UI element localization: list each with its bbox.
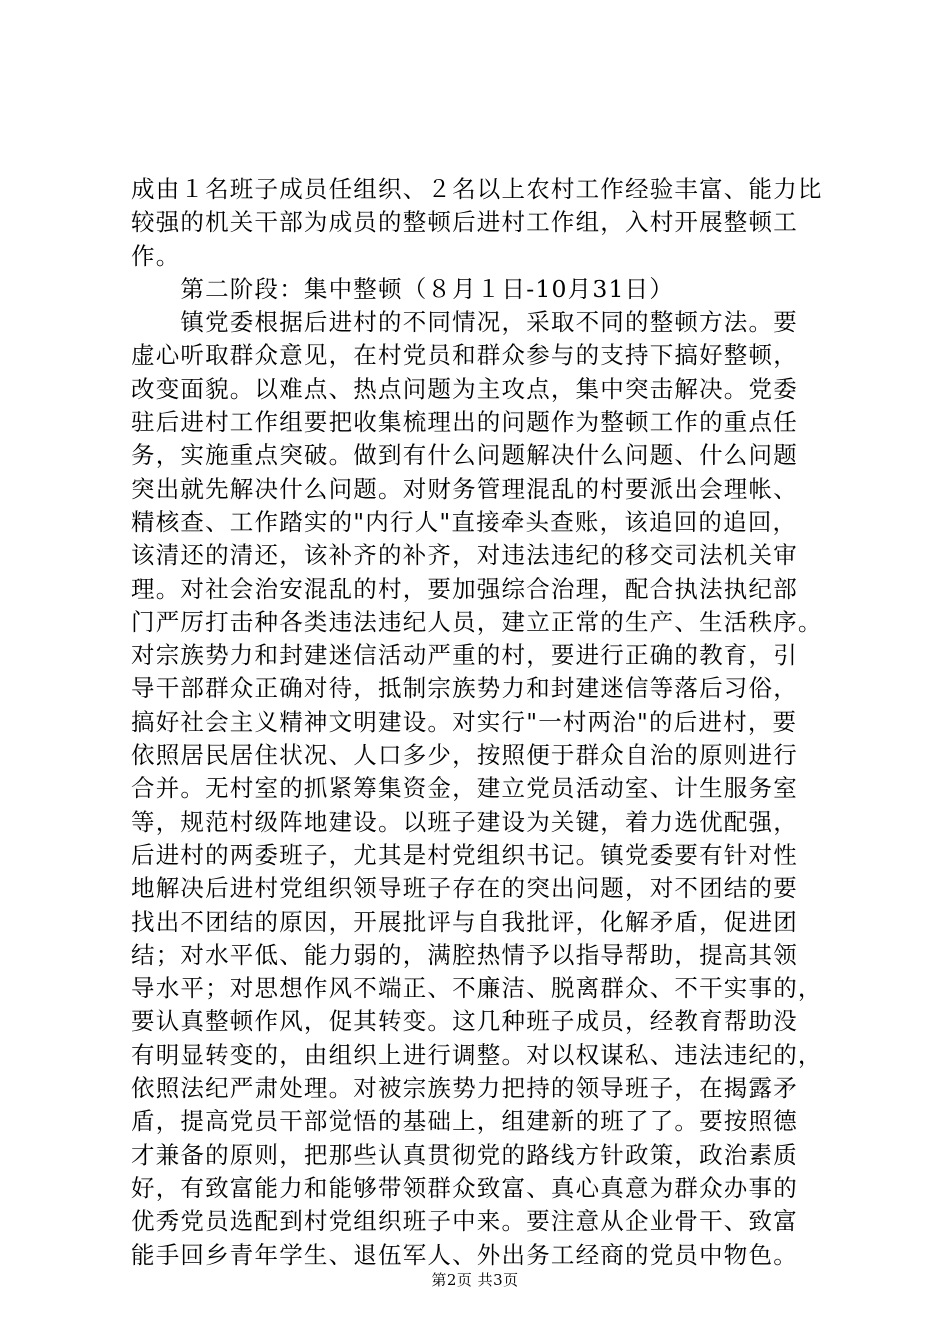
text-line: 合并。无村室的抓紧筹集资金，建立党员活动室、计生服务室 xyxy=(131,774,798,803)
text-line: 较强的机关干部为成员的整顿后进村工作组，入村开展整顿工 xyxy=(131,208,798,237)
text-line: 对宗族势力和封建迷信活动严重的村，要进行正确的教育，引 xyxy=(131,641,798,670)
body-text xyxy=(131,173,835,1272)
text-line: 务，实施重点突破。做到有什么问题解决什么问题、什么问题 xyxy=(131,441,798,470)
text-line: 才兼备的原则，把那些认真贯彻党的路线方针政策，政治素质 xyxy=(131,1140,798,1169)
text-line: 成由１名班子成员任组织、２名以上农村工作经验丰富、能力比 xyxy=(131,175,823,203)
text-line: 门严厉打击种各类违法违纪人员，建立正常的生产、生活秩序。 xyxy=(131,607,823,636)
text-line: 有明显转变的，由组织上进行调整。对以权谋私、违法违纪的， xyxy=(131,1040,823,1069)
text-line: 精核查、工作踏实的"内行人"直接牵头查账，该追回的追回， xyxy=(131,507,798,536)
text-line: 后进村的两委班子，尤其是村党组织书记。镇党委要有针对性 xyxy=(131,840,798,869)
text-line: 依照法纪严肃处理。对被宗族势力把持的领导班子，在揭露矛 xyxy=(131,1074,798,1103)
text-line: 作。 xyxy=(131,241,181,270)
section-heading: 第二阶段：集中整顿（８月１日-10月31日） xyxy=(131,274,675,303)
text-line: 盾，提高党员干部觉悟的基础上，组建新的班了了。要按照德 xyxy=(131,1107,798,1136)
text-line: 等，规范村级阵地建设。以班子建设为关键，着力选优配强， xyxy=(131,807,798,836)
text-line: 依照居民居住状况、人口多少，按照便于群众自治的原则进行 xyxy=(131,741,798,770)
text-line: 要认真整顿作风，促其转变。这几种班子成员，经教育帮助没 xyxy=(131,1007,798,1036)
text-line: 导水平；对思想作风不端正、不廉洁、脱离群众、不干实事的， xyxy=(131,974,823,1003)
page-number-footer: 第2页 共3页 xyxy=(431,1271,519,1289)
text-line: 能手回乡青年学生、退伍军人、外出务工经商的党员中物色。 xyxy=(131,1240,798,1269)
text-line: 好，有致富能力和能够带领群众致富、真心真意为群众办事的 xyxy=(131,1173,798,1202)
text-line: 优秀党员选配到村党组织班子中来。要注意从企业骨干、致富 xyxy=(131,1207,798,1236)
text-line: 找出不团结的原因，开展批评与自我批评，化解矛盾，促进团 xyxy=(131,907,798,936)
text-line: 突出就先解决什么问题。对财务管理混乱的村要派出会理帐、 xyxy=(131,474,798,503)
text-line: 虚心听取群众意见，在村党员和群众参与的支持下搞好整顿， xyxy=(131,341,798,370)
text-line: 理。对社会治安混乱的村，要加强综合治理，配合执法执纪部 xyxy=(131,574,798,603)
text-line: 导干部群众正确对待，抵制宗族势力和封建迷信等落后习俗， xyxy=(131,674,798,703)
text-line: 驻后进村工作组要把收集梳理出的问题作为整顿工作的重点任 xyxy=(131,408,798,437)
text-line: 搞好社会主义精神文明建设。对实行"一村两治"的后进村，要 xyxy=(131,707,798,736)
text-line: 镇党委根据后进村的不同情况，采取不同的整顿方法。要 xyxy=(131,308,798,337)
text-line: 结；对水平低、能力弱的，满腔热情予以指导帮助，提高其领 xyxy=(131,940,798,969)
text-line: 改变面貌。以难点、热点问题为主攻点，集中突击解决。党委 xyxy=(131,374,798,403)
text-line: 该清还的清还，该补齐的补齐，对违法违纪的移交司法机关审 xyxy=(131,541,798,570)
text-line: 地解决后进村党组织领导班子存在的突出问题，对不团结的要 xyxy=(131,874,798,903)
